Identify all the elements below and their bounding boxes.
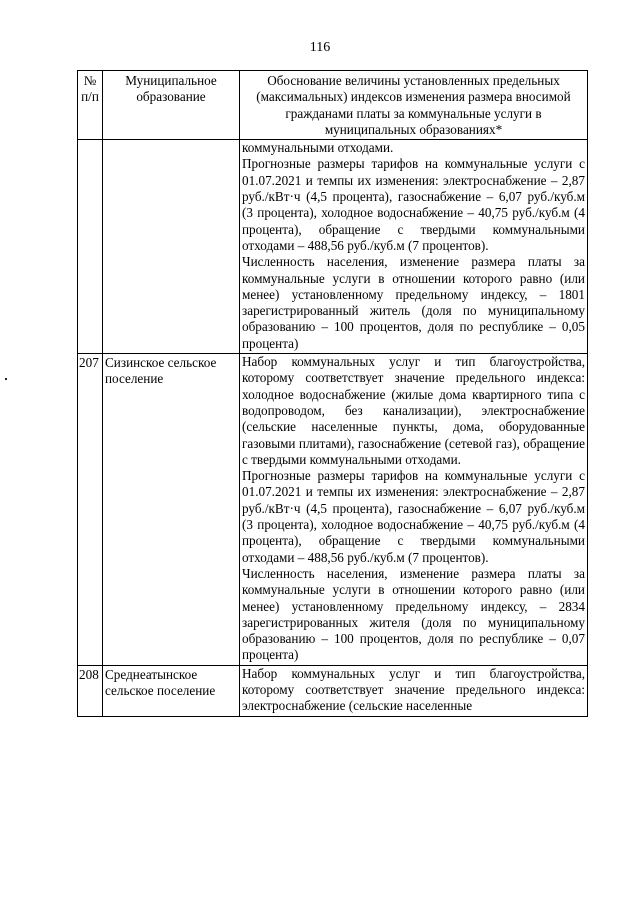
row-number	[78, 140, 103, 354]
justification-paragraph: Прогнозные размеры тарифов на коммунальные услуги с 01.07.2021 и темпы их изменения: электроснабжение – 2,87 руб./кВт·ч (4,5 процента), газоснабжение – 6,07 руб./куб.м (3 процента), холодное водоснабжение – 40,75 руб./куб.м (4 процента), обращение с твердыми коммунальными отходами – 488,56 руб./куб.м (7 процентов).	[242, 468, 585, 565]
justification-paragraph: Численность населения, изменение размера платы за коммунальные услуги в отношении которого равно (или менее) установленному предельному индексу, – 2834 зарегистрированных жителя (доля по муниципальному образованию – 100 процентов, доля по республике – 0,07 процента)	[242, 565, 585, 663]
header-municipality: Муниципальное образование	[103, 71, 240, 140]
table-row	[78, 354, 588, 666]
justification-paragraph: Набор коммунальных услуг и тип благоустройства, которому соответствует значение предельного индекса: холодное водоснабжение (жилые дома квартирного типа с водопроводом, без канализации), электроснабжение (сельские населенные пункты, дома, оборудованные газовыми плитами), газоснабжение (сетевой газ), обращение с твердыми коммунальными отходами.	[242, 354, 585, 467]
table-row	[78, 140, 588, 354]
municipality-name: Среднеатынское сельское поселение	[103, 665, 240, 716]
header-number: № п/п	[78, 71, 103, 140]
justification-cell	[240, 354, 588, 666]
row-number: 207	[78, 354, 103, 666]
row-number: 208	[78, 665, 103, 716]
justification-cell	[240, 140, 588, 354]
municipality-name: Сизинское сельское поселение	[103, 354, 240, 666]
tariff-justification-table	[77, 70, 588, 717]
page-number: 116	[309, 40, 331, 55]
scan-speck	[5, 378, 7, 380]
table-header-row	[78, 71, 588, 140]
header-justification: Обоснование величины установленных предельных (максимальных) индексов изменения размера вносимой гражданами платы за коммунальные услуги в муниципальных образованиях*	[240, 71, 588, 140]
table-row	[78, 665, 588, 716]
justification-cell	[240, 665, 588, 716]
justification-paragraph: Прогнозные размеры тарифов на коммунальные услуги с 01.07.2021 и темпы их изменения: электроснабжение – 2,87 руб./кВт·ч (4,5 процента), газоснабжение – 6,07 руб./куб.м (3 процента), холодное водоснабжение – 40,75 руб./куб.м (4 процента), обращение с твердыми коммунальными отходами – 488,56 руб./куб.м (7 процентов).	[242, 156, 585, 253]
municipality-name	[103, 140, 240, 354]
justification-paragraph: Набор коммунальных услуг и тип благоустройства, которому соответствует значение предельного индекса: электроснабжение (сельские населенные	[242, 665, 585, 714]
justification-paragraph: Численность населения, изменение размера платы за коммунальные услуги в отношении которого равно (или менее) установленному предельному индексу, – 1801 зарегистрированный житель (доля по муниципальному образованию – 100 процентов, доля по республике – 0,05 процента)	[242, 254, 585, 351]
justification-paragraph: коммунальными отходами.	[242, 140, 394, 156]
